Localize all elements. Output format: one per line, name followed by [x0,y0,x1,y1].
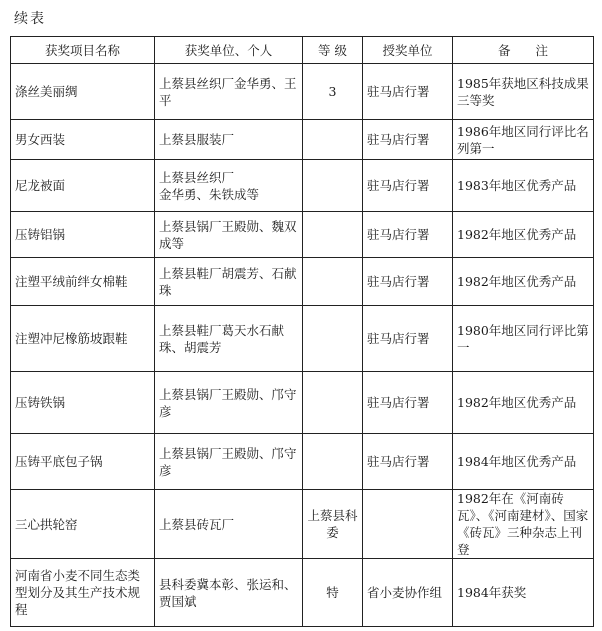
cell-project-name: 注塑平绒前绊女棉鞋 [11,258,155,306]
cell-note: 1983年地区优秀产品 [453,160,594,212]
cell-grade [303,258,363,306]
cell-note: 1984年获奖 [453,559,594,627]
cell-note: 1985年获地区科技成果三等奖 [453,64,594,120]
cell-note: 1986年地区同行评比名列第一 [453,120,594,160]
cell-winner: 上蔡县锅厂王殿勋、魏双成等 [155,212,303,258]
cell-project-name: 注塑冲尼橡筋坡跟鞋 [11,306,155,372]
cell-grade: 上蔡县科委 [303,490,363,559]
cell-grade [303,306,363,372]
cell-grade [303,434,363,490]
cell-project-name: 河南省小麦不同生态类型划分及其生产技术规程 [11,559,155,627]
table-row [11,372,594,434]
cell-awarder: 驻马店行署 [363,434,453,490]
table-row [11,306,594,372]
table-row [11,160,594,212]
table-row [11,559,594,627]
header-project-name: 获奖项目名称 [11,37,155,64]
header-row [11,37,594,64]
header-grade: 等 级 [303,37,363,64]
cell-grade [303,212,363,258]
cell-winner: 上蔡县丝织厂金华勇、王平 [155,64,303,120]
cell-winner: 上蔡县鞋厂葛天水石献珠、胡震芳 [155,306,303,372]
cell-note: 1982年在《河南砖瓦》、《河南建材》、国家《砖瓦》三种杂志上刊登 [453,490,594,559]
cell-project-name: 压铸平底包子锅 [11,434,155,490]
table-row [11,434,594,490]
cell-note: 1982年地区优秀产品 [453,372,594,434]
table-row [11,490,594,559]
cell-project-name: 压铸铝锅 [11,212,155,258]
table-row [11,258,594,306]
cell-grade: 特 [303,559,363,627]
cell-project-name: 压铸铁锅 [11,372,155,434]
cell-winner: 上蔡县服装厂 [155,120,303,160]
cell-winner: 县科委冀本彰、张运和、贾国斌 [155,559,303,627]
table-caption: 续表 [14,11,46,27]
cell-note: 1982年地区优秀产品 [453,212,594,258]
cell-winner: 上蔡县丝织厂 金华勇、朱铁成等 [155,160,303,212]
cell-awarder: 驻马店行署 [363,64,453,120]
cell-project-name: 尼龙被面 [11,160,155,212]
cell-awarder: 驻马店行署 [363,160,453,212]
cell-awarder [363,490,453,559]
cell-winner: 上蔡县锅厂王殿勋、邝守彦 [155,372,303,434]
cell-project-name: 涤丝美丽绸 [11,64,155,120]
cell-awarder: 驻马店行署 [363,306,453,372]
header-note: 备 注 [453,37,594,64]
cell-awarder: 驻马店行署 [363,258,453,306]
cell-awarder: 驻马店行署 [363,120,453,160]
table-row [11,212,594,258]
awards-table [10,36,594,627]
cell-winner: 上蔡县鞋厂胡震芳、石献珠 [155,258,303,306]
cell-grade [303,372,363,434]
cell-note: 1982年地区优秀产品 [453,258,594,306]
header-winner: 获奖单位、个人 [155,37,303,64]
table-row [11,120,594,160]
cell-note: 1984年地区优秀产品 [453,434,594,490]
table-row [11,64,594,120]
cell-grade: 3 [303,64,363,120]
cell-grade [303,120,363,160]
cell-awarder: 驻马店行署 [363,212,453,258]
cell-grade [303,160,363,212]
cell-awarder: 省小麦协作组 [363,559,453,627]
cell-winner: 上蔡县砖瓦厂 [155,490,303,559]
cell-project-name: 男女西装 [11,120,155,160]
cell-note: 1980年地区同行评比第一 [453,306,594,372]
header-awarder: 授奖单位 [363,37,453,64]
cell-project-name: 三心拱轮窑 [11,490,155,559]
cell-winner: 上蔡县锅厂王殿勋、邝守彦 [155,434,303,490]
cell-awarder: 驻马店行署 [363,372,453,434]
